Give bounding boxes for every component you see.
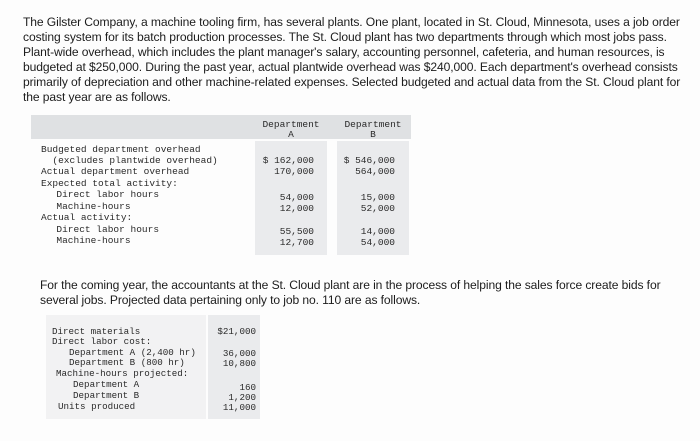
intro-paragraph: The Gilster Company, a machine tooling firm, has several plants. One plant, located in St. Cloud, Minnesota, uses a job order costing system for its batch production processes. The St. Cloud plant has two departments through which most jobs pass. Plant-wide overhead, which includes the plant manager's salary, accounting personnel, cafeteria, and human resources, is budgeted at $250,000. During the past year, actual plantwide overhead was $240,000. Each department's overhead consists primarily of depreciation and other machine-related expenses. Selected budgeted and actual data from the St. Cloud plant for the past year are as follows. — [23, 15, 681, 104]
department-a-header-line1: Department — [262, 119, 320, 130]
dept-b-value: 54,000 — [360, 237, 395, 248]
dept-a-value: 12,700 — [279, 237, 314, 248]
table-row-label: Direct materials — [52, 326, 141, 337]
table-row-value: 36,000 — [222, 348, 256, 359]
overhead-data-table — [31, 115, 411, 255]
department-a-header-line2: A — [288, 129, 294, 140]
table-row-label: Machine-hours — [45, 201, 131, 212]
table-row-value: 11,000 — [222, 402, 256, 413]
dept-b-value: 52,000 — [360, 203, 395, 214]
dept-b-value: $ 546,000 — [343, 155, 395, 166]
dept-a-value: 170,000 — [274, 166, 314, 177]
job-110-data-table — [40, 313, 262, 419]
dept-a-value: 12,000 — [279, 203, 314, 214]
dept-b-value: 564,000 — [355, 166, 395, 177]
table-row-label: (excludes plantwide overhead) — [41, 155, 218, 166]
table-row-label: Department A — [62, 379, 140, 390]
dept-a-value: 55,500 — [279, 226, 314, 237]
dept-a-value: 54,000 — [279, 192, 314, 203]
table-row-label: Machine-hours — [45, 235, 131, 246]
department-b-header — [337, 120, 409, 140]
dept-a-value: $ 162,000 — [262, 155, 314, 166]
job-110-paragraph: For the coming year, the accountants at the St. Cloud plant are in the process of helping the sales force create bids for several jobs. Projected data pertaining only to job no. 110 are as follows. — [40, 278, 661, 307]
department-a-header — [255, 120, 327, 140]
department-b-header-line1: Department — [344, 119, 402, 130]
table-row-label: Department B (800 hr) — [58, 357, 185, 368]
table-row-label: Budgeted department overhead — [41, 144, 201, 155]
table-row-label: Department A (2,400 hr) — [58, 347, 196, 358]
dept-b-value: 15,000 — [360, 192, 395, 203]
table-row-value: 160 — [239, 382, 256, 393]
table-row-label: Units produced — [58, 401, 136, 412]
table-row-label: Expected total activity: — [41, 178, 178, 189]
table-row-label: Direct labor hours — [45, 189, 160, 200]
table-row-value: 1,200 — [228, 392, 256, 403]
table-row-label: Department B — [62, 390, 140, 401]
table-row-value: 10,800 — [222, 358, 256, 369]
table-row-label: Direct labor hours — [45, 224, 160, 235]
table-row-label: Actual department overhead — [41, 166, 190, 177]
table-row-label: Direct labor cost: — [52, 336, 152, 347]
department-b-header-line2: B — [370, 129, 376, 140]
dept-b-value: 14,000 — [360, 226, 395, 237]
table-row-label: Machine-hours projected: — [56, 368, 189, 379]
table-row-label: Actual activity: — [41, 212, 133, 223]
table-row-value: $21,000 — [217, 326, 256, 337]
